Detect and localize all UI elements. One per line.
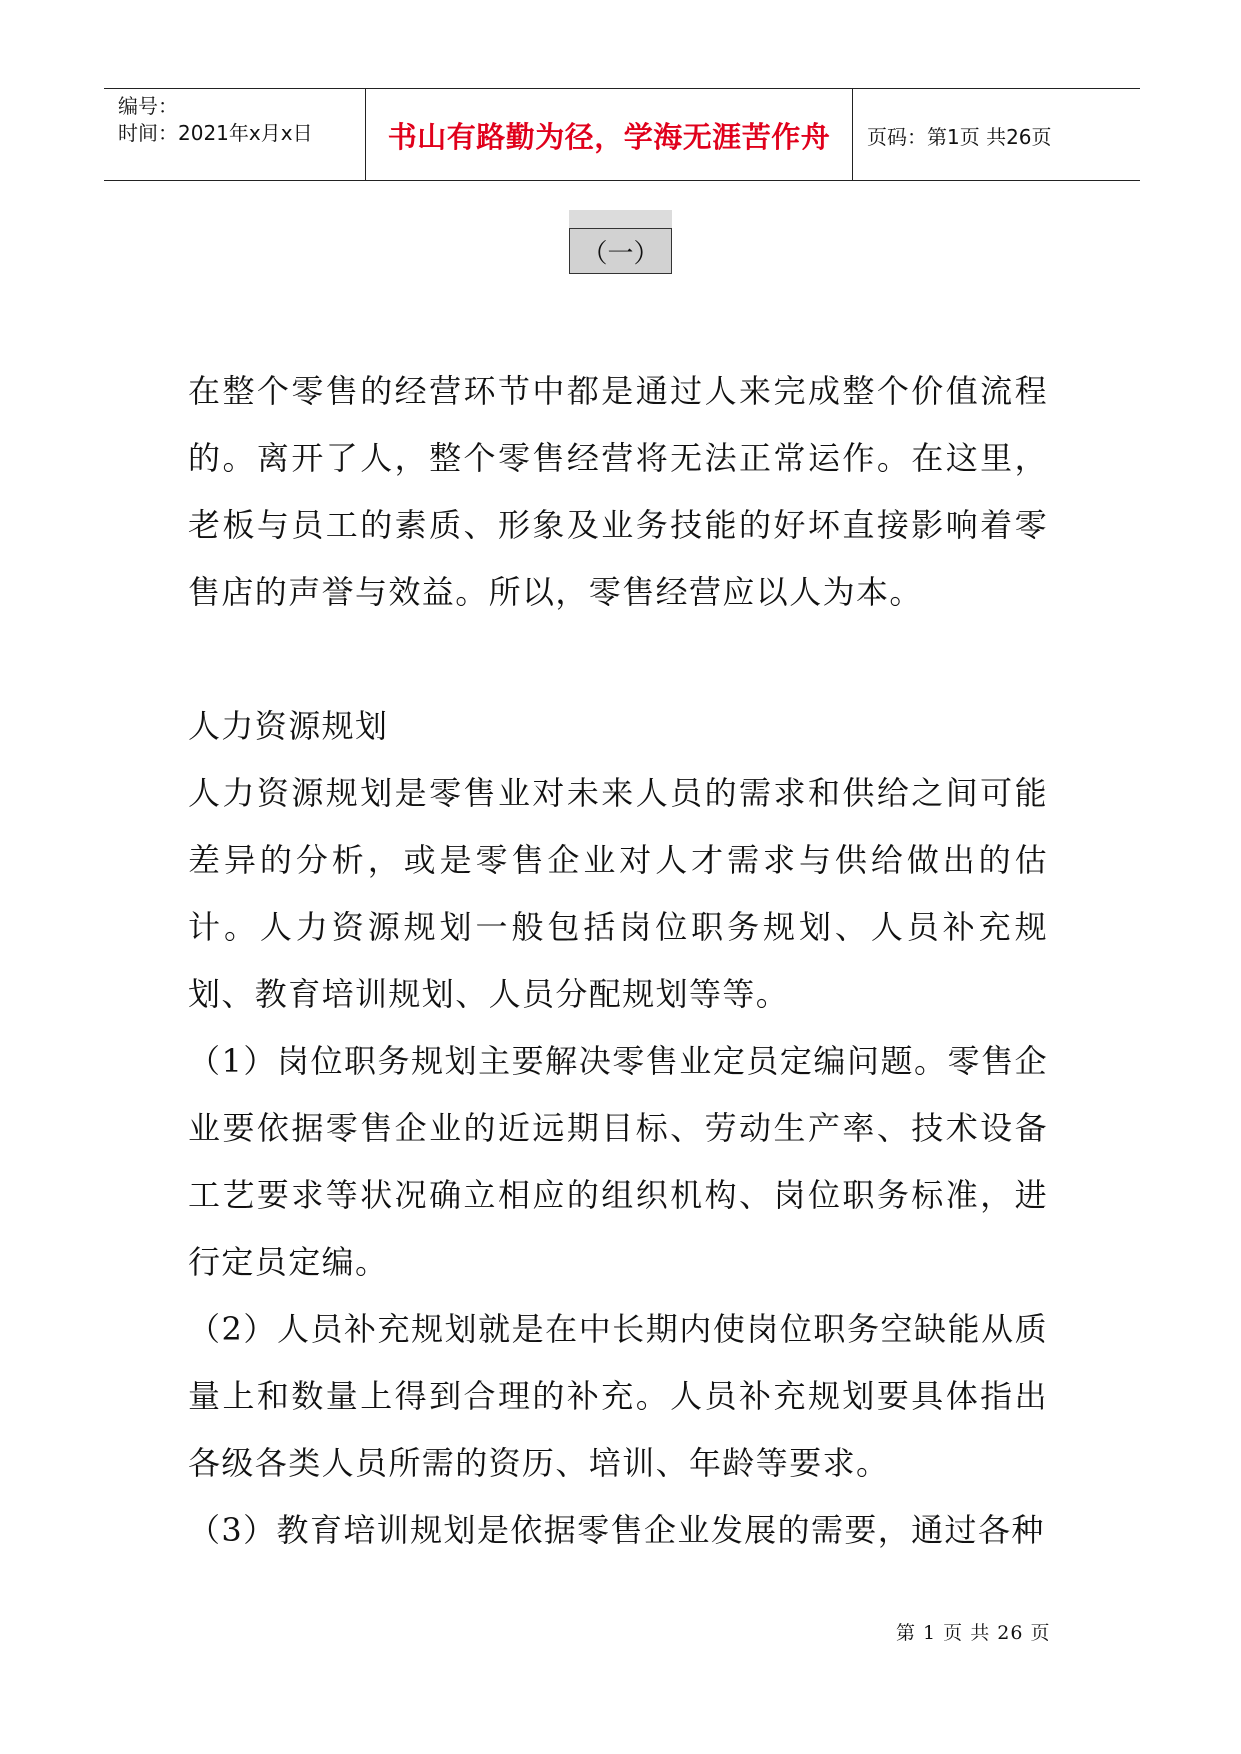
document-header: [104, 88, 1140, 181]
header-page-info: 页码：第1页 共26页: [867, 125, 1052, 149]
section-heading: 人力资源规划: [188, 707, 389, 745]
paragraph-item-1: （1）岗位职务规划主要解决零售业定员定编问题。零售企业要依据零售企业的近远期目标、劳动生产率、技术设备工艺要求等状况确立相应的组织机构、岗位职务标准，进行定员定编。: [188, 1042, 1048, 1281]
paragraph-hr-planning: 人力资源规划是零售业对未来人员的需求和供给之间可能差异的分析，或是零售企业对人才需求与供给做出的估计。人力资源规划一般包括岗位职务规划、人员补充规划、教育培训规划、人员分配规划等等。: [188, 774, 1048, 1013]
code-label: 编号：: [118, 94, 178, 118]
time-label: 时间：2021年x月x日: [118, 121, 313, 145]
page-footer: 第 1 页 共 26 页: [896, 1622, 1051, 1644]
header-motto: 书山有路勤为径，学海无涯苦作舟: [366, 89, 853, 180]
header-meta-cell: [104, 89, 366, 180]
paragraph-gap: [188, 626, 1048, 693]
paragraph-item-3: （3）教育培训规划是依据零售企业发展的需要，通过各种: [188, 1511, 1045, 1549]
paragraph-item-2: （2）人员补充规划就是在中长期内使岗位职务空缺能从质量上和数量上得到合理的补充。人员补充规划要具体指出各级各类人员所需的资历、培训、年龄等要求。: [188, 1310, 1048, 1482]
section-marker-shade: [569, 210, 672, 228]
document-body: [188, 358, 1048, 1564]
paragraph-intro: 在整个零售的经营环节中都是通过人来完成整个价值流程的。离开了人，整个零售经营将无法正常运作。在这里，老板与员工的素质、形象及业务技能的好坏直接影响着零售店的声誉与效益。所以，零售经营应以人为本。: [188, 372, 1048, 611]
section-marker: （一）: [569, 228, 672, 274]
